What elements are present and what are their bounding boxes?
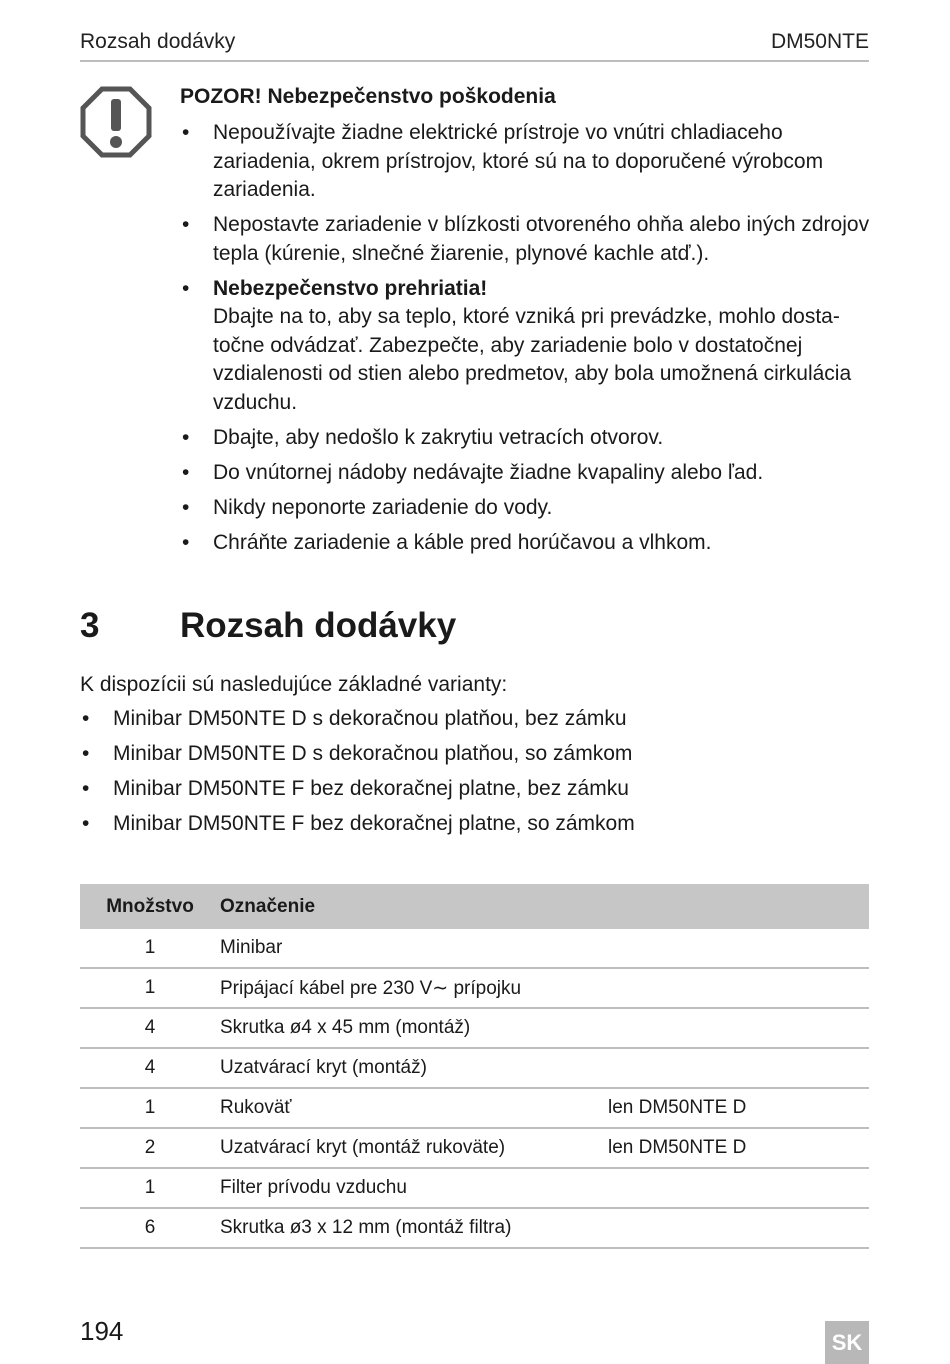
warning-item-text: Chráňte zariadenie a káble pred horúčavou a vlhkom. [213,530,712,554]
header-designation: Označenie [220,884,608,929]
warning-title: POZOR! Nebezpečenstvo poškodenia [180,85,556,108]
cell-note: len DM50NTE D [608,1088,869,1128]
warning-item [180,211,870,268]
warning-block [180,82,870,564]
section-number: 3 [80,606,100,645]
cell-quantity: 4 [80,1008,220,1048]
cell-quantity: 1 [80,968,220,1008]
warning-item [180,424,870,453]
warning-item-heading: • Nebezpečenstvo prehriatia! [213,276,488,300]
table-row [80,929,869,968]
cell-note [608,929,869,968]
cell-note: len DM50NTE D [608,1128,869,1168]
exclamation-octagon-icon [80,86,152,158]
page-number: 194 [80,1316,124,1346]
warning-item-text: Dbajte, aby nedošlo k zakrytiu vetracích otvorov. [213,425,664,449]
table-row [80,1048,869,1088]
warning-item-text: Nikdy neponorte zariadenie do vody. [213,495,553,519]
cell-designation: Rukoväť [220,1088,608,1128]
cell-note [608,1048,869,1088]
header-section-title: Rozsah dodávky [80,30,236,53]
cell-designation: Filter prívodu vzduchu [220,1168,608,1208]
variant-list [80,705,869,845]
cell-note [608,968,869,1008]
table-row [80,1128,869,1168]
cell-designation: Minibar [220,929,608,968]
cell-quantity: 4 [80,1048,220,1088]
warning-item [180,529,870,558]
language-badge: SK [825,1321,869,1364]
header-quantity: Množstvo [80,884,220,929]
section-intro: K dispozícii sú nasledujúce základné varianty: [80,673,508,696]
cell-designation: Skrutka ø4 x 45 mm (montáž) [220,1008,608,1048]
variant-item: • Minibar DM50NTE D s dekoračnou platňou, so zámkom [80,740,869,769]
table-header-row [80,884,869,929]
table-row [80,1168,869,1208]
header-note [608,884,869,929]
cell-quantity: 6 [80,1208,220,1248]
section-heading [80,606,456,646]
header-model: DM50NTE [770,30,869,53]
table-row [80,968,869,1008]
cell-designation: Uzatvárací kryt (montáž rukoväte) [220,1128,608,1168]
cell-designation: Pripájací kábel pre 230 V∼ prípojku [220,968,608,1008]
table-row [80,1008,869,1048]
section-title: Rozsah dodávky [180,606,457,645]
cell-quantity: 1 [80,1168,220,1208]
warning-item-text: Do vnútornej nádoby nedávajte žiadne kvapaliny alebo ľad. [213,460,764,484]
table-row [80,1088,869,1128]
table-row [80,1208,869,1248]
warning-item [180,494,870,523]
warning-item-text: Dbajte na to, aby sa teplo, ktoré vzniká pri prevádzke, mohlo dostatočne odvádzať. Zabezpečte, aby zariadenie bolo v dostatočnej vzdialenosti od stien alebo predmetov, aby bola umožnená cirkulácia vzduchu. [213,305,852,414]
cell-quantity: 1 [80,1088,220,1128]
variant-item: • Minibar DM50NTE D s dekoračnou platňou, bez zámku [80,705,869,734]
cell-note [608,1008,869,1048]
cell-designation: Uzatvárací kryt (montáž) [220,1048,608,1088]
variant-item: • Minibar DM50NTE F bez dekoračnej platne, so zámkom [80,810,869,839]
cell-quantity: 2 [80,1128,220,1168]
cell-quantity: 1 [80,929,220,968]
variant-item: • Minibar DM50NTE F bez dekoračnej platne, bez zámku [80,775,869,804]
cell-note [608,1168,869,1208]
warning-item-text: Nepoužívajte žiadne elektrické prístroje vo vnútri chladiaceho zariadenia, okrem prístrojov, ktoré sú na to doporučené výrobcom zariadenia. [213,121,824,201]
page-header [80,30,869,62]
warning-item-text: Nepostavte zariadenie v blízkosti otvoreného ohňa alebo iných zdrojov tepla (kúrenie, slnečné žiarenie, plynové kachle atď.). [213,213,870,265]
cell-designation: Skrutka ø3 x 12 mm (montáž filtra) [220,1208,608,1248]
warning-list [180,119,870,557]
warning-item [180,275,870,418]
cell-note [608,1208,869,1248]
delivery-table [80,884,869,1249]
warning-item [180,119,870,205]
warning-item [180,459,870,488]
